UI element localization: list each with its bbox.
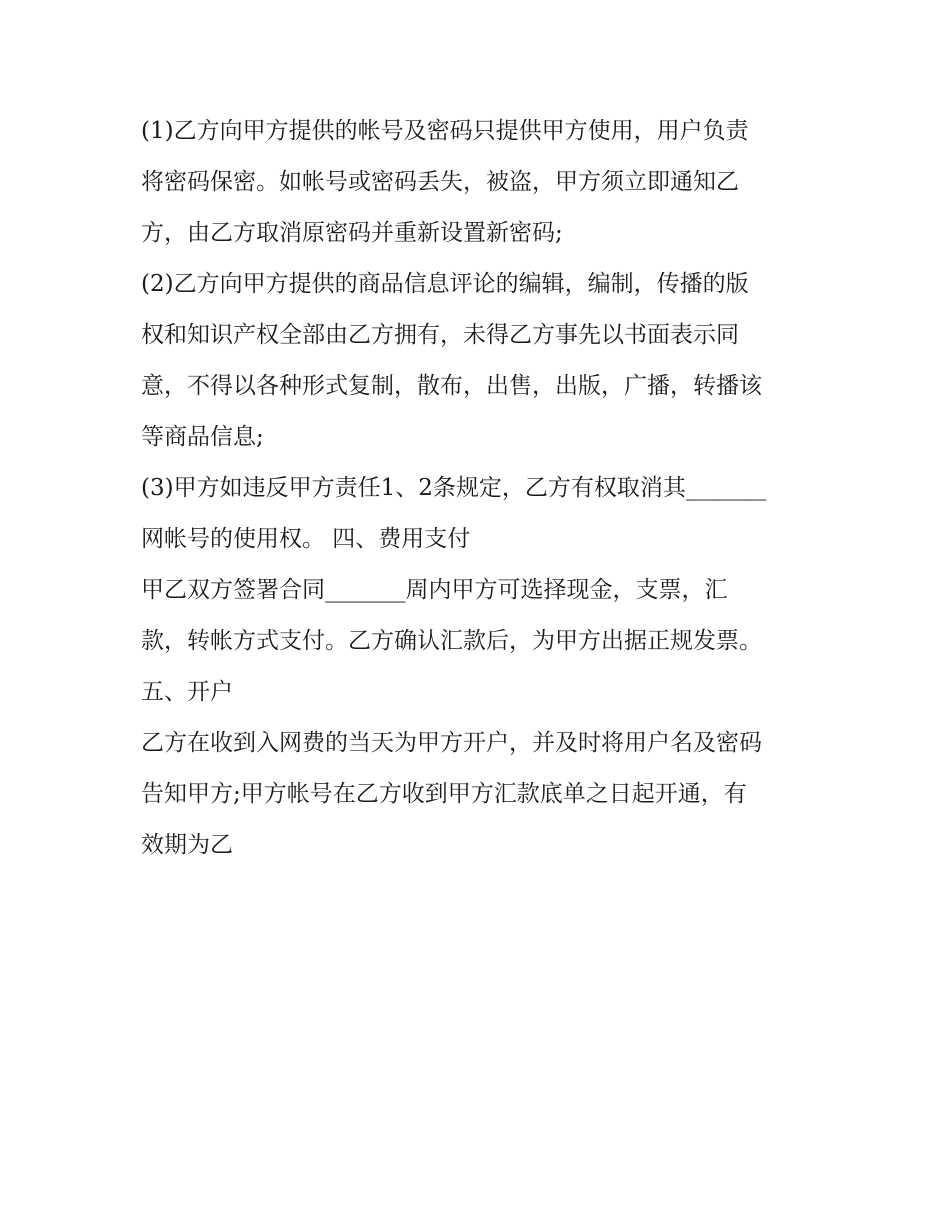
text-line: 款，转帐方式支付。乙方确认汇款后，为甲方出据正规发票。 (141, 628, 762, 654)
text-line: 网帐号的使用权。 四、费用支付 (141, 526, 471, 552)
text-line: 权和知识产权全部由乙方拥有，未得乙方事先以书面表示同 (141, 322, 739, 348)
text-line: 将密码保密。如帐号或密码丢失，被盗，甲方须立即通知乙 (141, 169, 739, 195)
text-line: 乙方在收到入网费的当天为甲方开户，并及时将用户名及密码 (141, 730, 762, 756)
section-heading: 五、开户 (141, 679, 233, 705)
text-line: 方，由乙方取消原密码并重新设置新密码; (141, 220, 563, 246)
text-line: 甲乙双方签署合同_______周内甲方可选择现金，支票，汇 (141, 577, 728, 603)
contract-text (141, 108, 831, 873)
text-line: 告知甲方;甲方帐号在乙方收到甲方汇款底单之日起开通，有 (141, 781, 747, 807)
text-line: 意，不得以各种形式复制，散布，出售，出版，广播，转播该 (141, 373, 762, 399)
text-line: (1)乙方向甲方提供的帐号及密码只提供甲方使用，用户负责 (141, 118, 749, 144)
text-line: (3)甲方如违反甲方责任1、2条规定，乙方有权取消其_______ (141, 475, 767, 501)
text-line: 效期为乙 (141, 832, 233, 858)
text-line: 等商品信息; (141, 424, 264, 450)
text-line: (2)乙方向甲方提供的商品信息评论的编辑，编制，传播的版 (141, 271, 749, 297)
